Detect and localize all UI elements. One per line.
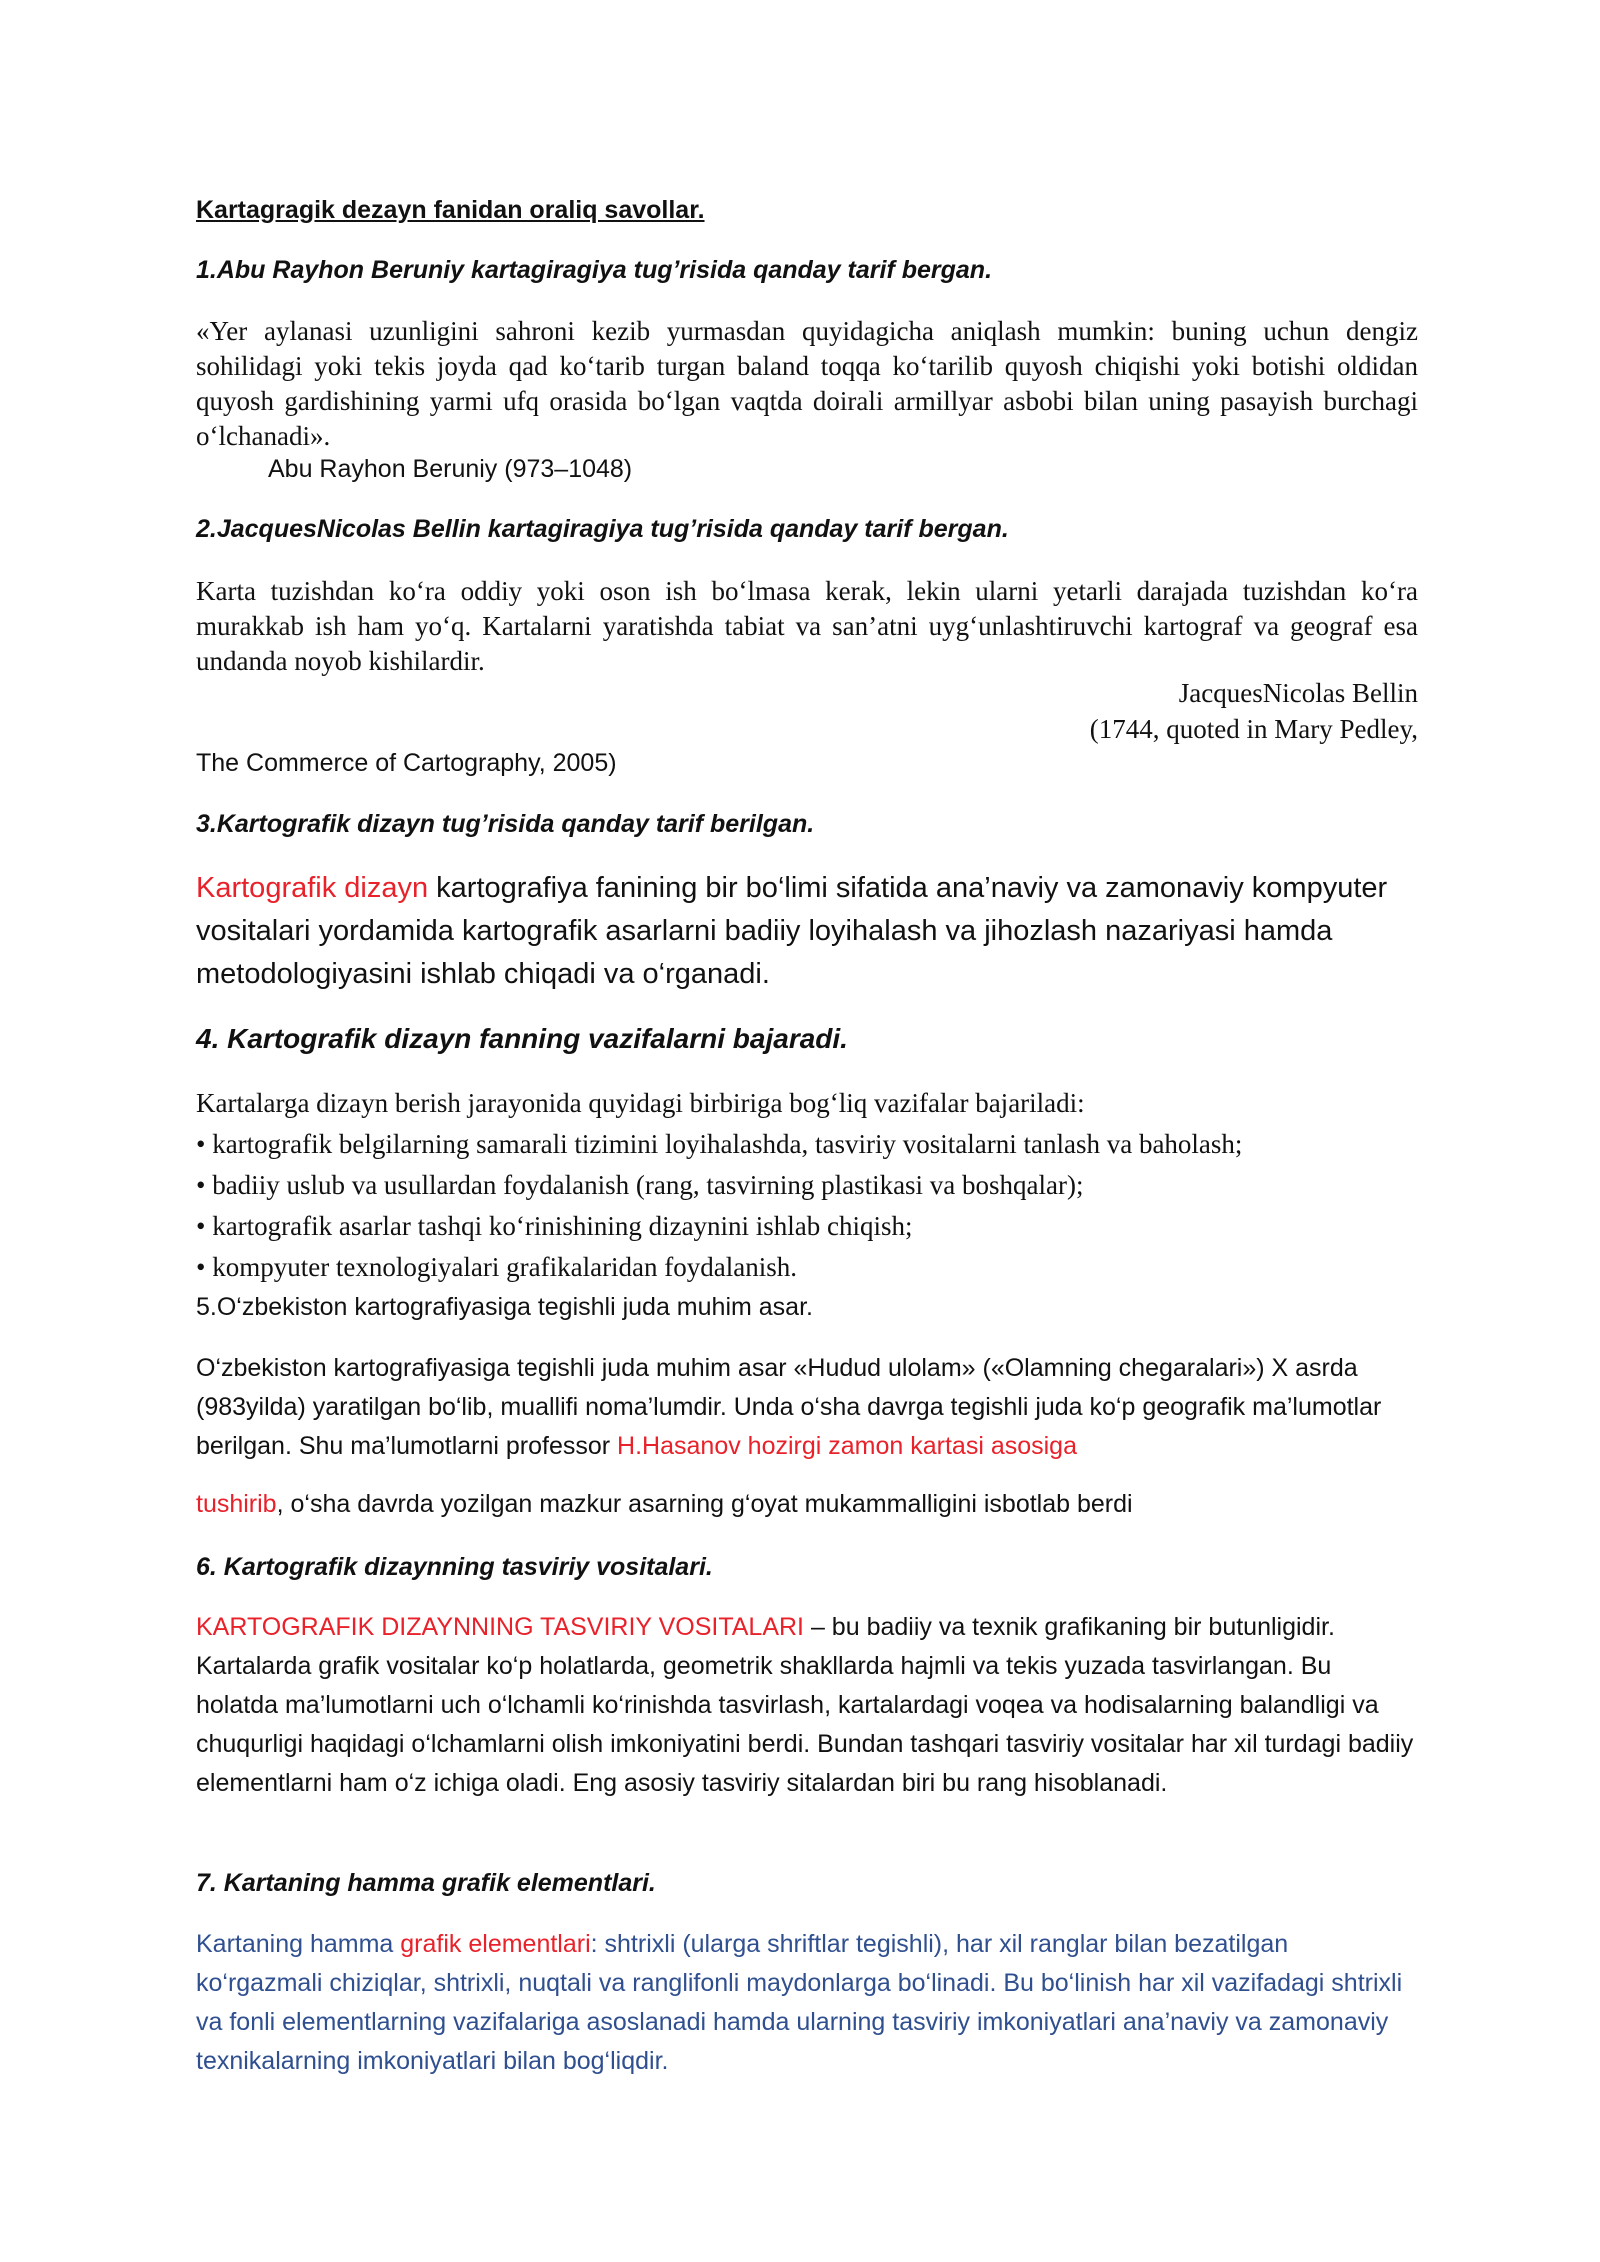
question-2-heading: 2.JacquesNicolas Bellin kartagiragiya tug’risida qanday tarif bergan. [196, 515, 1009, 543]
list-item: • kartografik belgilarning samarali tizimini loyihalashda, tasviriy vositalarni tanlash va baholash; [196, 1129, 1243, 1159]
question-5-body: O‘zbekiston kartografiyasiga tegishli juda muhim asar «Hudud ulolam» («Olamning chegaralari») X asrda (983yilda) yaratilgan bo‘lib, muallifi noma’lumdir. Unda o‘sha davrga tegishli juda ko‘p geografik ma’lumotlar berilgan. Shu ma’lumotlarni professor [196, 1354, 1382, 1460]
question-5-heading: 5.O‘zbekiston kartografiyasiga tegishli juda muhim asar. [196, 1293, 813, 1321]
document-title: Kartagragik dezayn fanidan oraliq savollar. [196, 196, 705, 224]
question-7-text [196, 1925, 1418, 2081]
question-2-author: JacquesNicolas Bellin [1178, 678, 1418, 708]
question-2-source: The Commerce of Cartography, 2005) [196, 749, 617, 777]
question-3-text [196, 867, 1418, 996]
question-1-heading: 1.Abu Rayhon Beruniy kartagiragiya tug’risida qanday tarif bergan. [196, 256, 993, 284]
question-2-text: Karta tuzishdan ko‘ra oddiy yoki oson ish bo‘lmasa kerak, lekin ularni yetarli darajada tuzishdan ko‘ra murakkab ish ham yo‘q. Kartalarni yaratishda tabiat va san’atni uyg‘unlashtiruvchi kartograf va geograf esa undanda noyob kishilardir. [196, 576, 1418, 676]
list-item: • kompyuter texnologiyalari grafikalaridan foydalanish. [196, 1252, 798, 1282]
question-1-text: «Yer aylanasi uzunligini sahroni kezib yurmasdan quyidagicha aniqlash mumkin: buning uchun dengiz sohilidagi yoki tekis joyda qad ko‘tarib turgan baland toqqa ko‘tarilib quyosh chiqishi yoki botishi oldidan quyosh gardishining yarmi ufq orasida bo‘lgan vaqtda doirali armillyar asbobi bilan uning pasayish burchagi o‘lchanadi». [196, 316, 1418, 451]
list-item: • kartografik asarlar tashqi ko‘rinishining dizaynini ishlab chiqish; [196, 1211, 913, 1241]
question-4-heading: 4. Kartografik dizayn fanning vazifalarni bajaradi. [196, 1023, 848, 1054]
question-6-body: – bu badiiy va texnik grafikaning bir butunligidir. Kartalarda grafik vositalar ko‘p holatlarda, geometrik shakllarda hajmli va tekis yuzada tasvirlangan. Bu holatda ma’lumotlarni uch o‘lchamli ko‘rinishda tasvirlash, kartalardagi voqea va hodisalarning balandligi va chuqurligi haqidagi o‘lchamlarni olish imkoniyatini berdi. Bundan tashqari tasviriy vositalar har xil turdagi badiiy elementlarni ham o‘z ichiga oladi. Eng asosiy tasviriy sitalardan biri bu rang hisoblanadi. [196, 1613, 1414, 1797]
question-5-continuation [196, 1490, 1418, 1519]
question-3-body: kartografiya fanining bir bo‘limi sifatida ana’naviy va zamonaviy kompyuter vositalari yordamida kartografik asarlarni badiiy loyihalash va jihozlash nazariyasi hamda metodologiyasini ishlab chiqadi va o‘rganadi. [196, 872, 1388, 990]
question-7-heading: 7. Kartaning hamma grafik elementlari. [196, 1869, 656, 1897]
question-6-highlight: KARTOGRAFIK DIZAYNNING TASVIRIY VOSITALARI [196, 1613, 805, 1641]
question-1-author: Abu Rayhon Beruniy (973–1048) [268, 455, 633, 483]
question-5-text [196, 1349, 1418, 1466]
question-7-lead: Kartaning hamma [196, 1930, 401, 1958]
question-5-highlight: H.Hasanov hozirgi zamon kartasi asosiga [617, 1432, 1077, 1460]
question-6-heading: 6. Kartografik dizaynning tasviriy vositalari. [196, 1553, 713, 1581]
question-3-heading: 3.Kartografik dizayn tug’risida qanday tarif berilgan. [196, 810, 815, 838]
question-3-highlight: Kartografik dizayn [196, 872, 429, 904]
question-5-body-2: , o‘sha davrda yozilgan mazkur asarning g‘oyat mukammalligini isbotlab berdi [276, 1490, 1133, 1518]
question-4-intro: Kartalarga dizayn berish jarayonida quyidagi birbiriga bog‘liq vazifalar bajariladi: [196, 1088, 1085, 1118]
question-5-highlight-2: tushirib [196, 1490, 277, 1518]
question-2-citation: (1744, quoted in Mary Pedley, [1089, 714, 1418, 744]
question-4-list [196, 1083, 1418, 1288]
question-6-text [196, 1608, 1418, 1803]
question-7-highlight: grafik elementlari [400, 1930, 591, 1958]
list-item: • badiiy uslub va usullardan foydalanish (rang, tasvirning plastikasi va boshqalar); [196, 1170, 1084, 1200]
question-7-body: : shtrixli (ularga shriftlar tegishli), har xil ranglar bilan bezatilgan ko‘rgazmali chiziqlar, shtrixli, nuqtali va ranglifonli maydonlarga bo‘linadi. Bu bo‘linish har xil vazifadagi shtrixli va fonli elementlarning vazifalariga asoslanadi hamda ularning tasviriy imkoniyatlari ana’naviy va zamonaviy texnikalarning imkoniyatlari bilan bog‘liqdir. [196, 1930, 1403, 2075]
